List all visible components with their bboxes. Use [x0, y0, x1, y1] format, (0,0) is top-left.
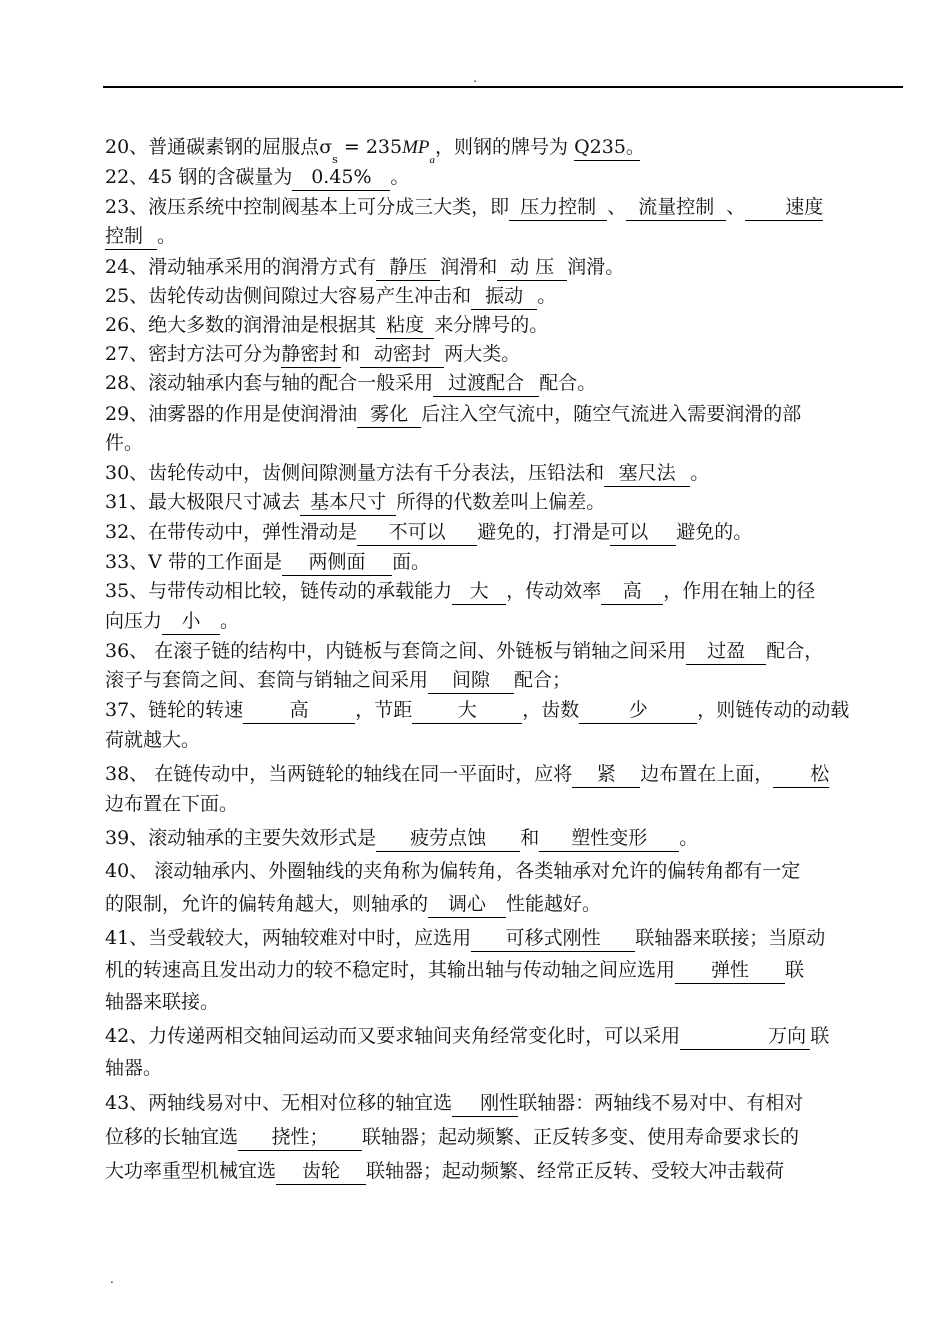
sigma-symbol: σ [319, 136, 333, 158]
answer-blank: 0.45% [292, 166, 390, 191]
question-27 [105, 340, 520, 368]
question-42-cont [105, 1054, 162, 1082]
question-text: ，则链传动的动载 [697, 699, 850, 721]
question-text: ，作用在轴上的径 [663, 580, 816, 602]
question-text: 31、最大极限尺寸减去 [105, 491, 301, 513]
question-23 [105, 193, 823, 221]
question-text: 联轴器；起动频繁、经常正反转、受较大冲击载荷 [366, 1160, 785, 1182]
answer-blank: 速度 [745, 196, 823, 221]
question-text: 20、普通碳素钢的屈服点 [105, 136, 320, 158]
answer-blank: 齿轮 [276, 1160, 366, 1185]
question-text: 性能越好。 [506, 893, 602, 915]
question-text: 32、在带传动中，弹性滑动是 [105, 521, 358, 543]
question-text: 后注入空气流中，随空气流进入需要润滑的部 [421, 403, 802, 425]
answer-blank: 控制 [105, 225, 157, 250]
answer-blank: 动 压 [497, 256, 567, 281]
question-text: 和 [341, 343, 361, 365]
question-text: 联 [810, 1025, 830, 1047]
question-text: 联轴器：两轴线不易对中、有相对 [518, 1092, 804, 1114]
answer-blank: 小 [162, 610, 220, 635]
answer-blank: 调心 [428, 893, 506, 918]
question-text: 29、油雾器的作用是使润滑油 [105, 403, 358, 425]
question-text: 35、与带传动相比较，链传动的承载能力 [105, 580, 453, 602]
question-text: 向压力 [105, 610, 163, 632]
question-text: 联 [785, 959, 805, 981]
question-28 [105, 369, 596, 397]
question-39 [105, 824, 698, 852]
header-rule [103, 86, 903, 88]
question-text: 和 [520, 827, 540, 849]
answer-blank: 过渡配合 [433, 372, 539, 397]
question-20 [105, 133, 645, 166]
answer-blank: 疲劳点蚀 [376, 827, 520, 852]
question-41-cont2 [105, 988, 219, 1016]
question-text: 26、绝大多数的润滑油是根据其 [105, 314, 377, 336]
question-text: 37、链轮的转速 [105, 699, 244, 721]
question-30 [105, 459, 709, 487]
question-text: 荷就越大。 [105, 729, 201, 751]
answer-blank: 基本尺寸 [300, 491, 396, 516]
question-text: 22、45 钢的含碳量为 [105, 166, 293, 188]
question-text: 28、滚动轴承内套与轴的配合一般采用 [105, 372, 434, 394]
answer-blank: 动密封 [360, 343, 444, 368]
unit-subscript: a [429, 154, 436, 166]
question-text: 联轴器来联接；当原动 [635, 927, 826, 949]
question-text: 滚子与套筒之间、套筒与销轴之间采用 [105, 669, 429, 691]
sigma-subscript: s [332, 153, 338, 166]
question-text: 件。 [105, 432, 144, 454]
question-text: 两大类。 [444, 343, 521, 365]
answer-blank: 粘度 [376, 314, 434, 339]
question-text: 30、齿轮传动中，齿侧间隙测量方法有千分表法，压铅法和 [105, 462, 605, 484]
answer-blank: 松 [773, 763, 829, 788]
question-text: 27、密封方法可分为 [105, 343, 282, 365]
question-text: 配合。 [539, 372, 597, 394]
question-36-cont [105, 666, 571, 694]
question-40 [105, 857, 800, 885]
question-text: 。 [679, 827, 699, 849]
question-35 [105, 577, 815, 605]
question-text: 的限制，允许的偏转角越大，则轴承的 [105, 893, 429, 915]
answer-blank: 间隙 [428, 669, 514, 694]
question-text: 面。 [391, 551, 430, 573]
answer-blank: 过盈 [686, 640, 766, 665]
answer-blank: 雾化 [357, 403, 421, 428]
answer-blank: 塞尺法 [604, 462, 690, 487]
question-29-cont [105, 429, 143, 457]
question-text: 。 [157, 225, 177, 247]
question-text: 轴器。 [105, 1057, 163, 1079]
question-text: 边布置在下面。 [105, 793, 239, 815]
question-43-cont2 [105, 1157, 784, 1185]
question-text: 。 [390, 166, 410, 188]
question-text: 39、滚动轴承的主要失效形式是 [105, 827, 377, 849]
answer-blank: 挠性； [238, 1126, 362, 1151]
answer-blank: 静压 [376, 256, 440, 281]
answer-blank: 两侧面 [282, 551, 392, 576]
answer-blank: 高 [243, 699, 355, 724]
question-40-cont [105, 890, 601, 918]
question-25 [105, 282, 556, 310]
question-text: 41、当受载较大，两轴较难对中时，应选用 [105, 927, 472, 949]
question-text: 润滑和 [440, 256, 498, 278]
answer-blank: Q235。 [574, 136, 640, 161]
question-37-cont [105, 726, 200, 754]
question-text: 所得的代数差叫上偏差。 [396, 491, 606, 513]
answer-blank: 可以 [610, 521, 676, 546]
answer-blank: 振动 [471, 285, 537, 310]
yield-value: = 235 [343, 136, 403, 158]
question-text: ，传动效率 [506, 580, 602, 602]
question-text: 40、 滚动轴承内、外圈轴线的夹角称为偏转角，各类轴承对允许的偏转角都有一定 [105, 860, 801, 882]
answer-blank: 可移式刚性 [471, 927, 635, 952]
question-text: 。 [690, 462, 710, 484]
question-text: 配合； [514, 669, 572, 691]
answer-blank: 大 [412, 699, 522, 724]
question-32 [105, 518, 752, 546]
question-43 [105, 1089, 803, 1117]
question-text: 23、液压系统中控制阀基本上可分成三大类，即 [105, 196, 510, 218]
answer-blank: 万向 [680, 1025, 810, 1050]
answer-blank: 少 [579, 699, 697, 724]
question-31 [105, 488, 605, 516]
question-text: 42、力传递两相交轴间运动而又要求轴间夹角经常变化时，可以采用 [105, 1025, 681, 1047]
question-text: 。 [220, 610, 240, 632]
question-29 [105, 400, 801, 428]
question-text: 33、V 带的工作面是 [105, 551, 282, 573]
question-38 [105, 760, 829, 788]
question-text: 大功率重型机械宜选 [105, 1160, 277, 1182]
question-text: 位移的长轴宜选 [105, 1126, 239, 1148]
question-text: 联轴器；起动频繁、正反转多变、使用寿命要求长的 [362, 1126, 800, 1148]
answer-blank: 弹性 [675, 959, 785, 984]
question-41 [105, 924, 825, 952]
question-24 [105, 253, 624, 281]
answer-blank: 流量控制 [626, 196, 726, 221]
question-text: 轴器来联接。 [105, 991, 220, 1013]
question-text: 避免的。 [676, 521, 753, 543]
question-text: 、 [607, 196, 627, 218]
question-text: ，齿数 [522, 699, 580, 721]
answer-blank: 压力控制 [509, 196, 607, 221]
question-42 [105, 1022, 829, 1050]
answer-blank: 静密封 [281, 343, 341, 368]
question-26 [105, 311, 548, 339]
answer-blank: 刚性 [452, 1092, 518, 1117]
answer-blank: 塑性变形 [539, 827, 679, 852]
answer-blank: 不可以 [357, 521, 477, 546]
question-35-cont [105, 607, 239, 635]
unit-mp: MP [402, 137, 430, 158]
question-23-cont [105, 222, 176, 250]
question-text: 38、 在链传动中，当两链轮的轴线在同一平面时，应将 [105, 763, 573, 785]
question-text: 43、两轴线易对中、无相对位移的轴宜选 [105, 1092, 453, 1114]
question-37 [105, 696, 849, 724]
question-38-cont [105, 790, 238, 818]
question-36 [105, 637, 823, 665]
answer-blank: 大 [452, 580, 506, 605]
question-text: 、 [726, 196, 746, 218]
question-text: 来分牌号的。 [434, 314, 549, 336]
question-text: 润滑。 [567, 256, 625, 278]
question-text: ，则钢的牌号为 [435, 136, 575, 158]
footer-mark: . [110, 1272, 114, 1286]
question-text: 避免的，打滑是 [477, 521, 611, 543]
question-text: 边布置在上面， [640, 763, 774, 785]
question-text: 机的转速高且发出动力的较不稳定时，其输出轴与传动轴之间应选用 [105, 959, 676, 981]
question-22 [105, 163, 409, 191]
header-mark: . [473, 71, 477, 85]
answer-blank: 高 [601, 580, 663, 605]
question-text: ，节距 [355, 699, 413, 721]
question-text: 25、齿轮传动齿侧间隙过大容易产生冲击和 [105, 285, 472, 307]
question-text: 。 [537, 285, 557, 307]
question-text: 配合， [766, 640, 824, 662]
question-text: 36、 在滚子链的结构中，内链板与套筒之间、外链板与销轴之间采用 [105, 640, 687, 662]
answer-blank: 紧 [572, 763, 640, 788]
question-41-cont [105, 956, 804, 984]
question-43-cont [105, 1123, 799, 1151]
question-text: 24、滑动轴承采用的润滑方式有 [105, 256, 377, 278]
question-33 [105, 548, 430, 576]
